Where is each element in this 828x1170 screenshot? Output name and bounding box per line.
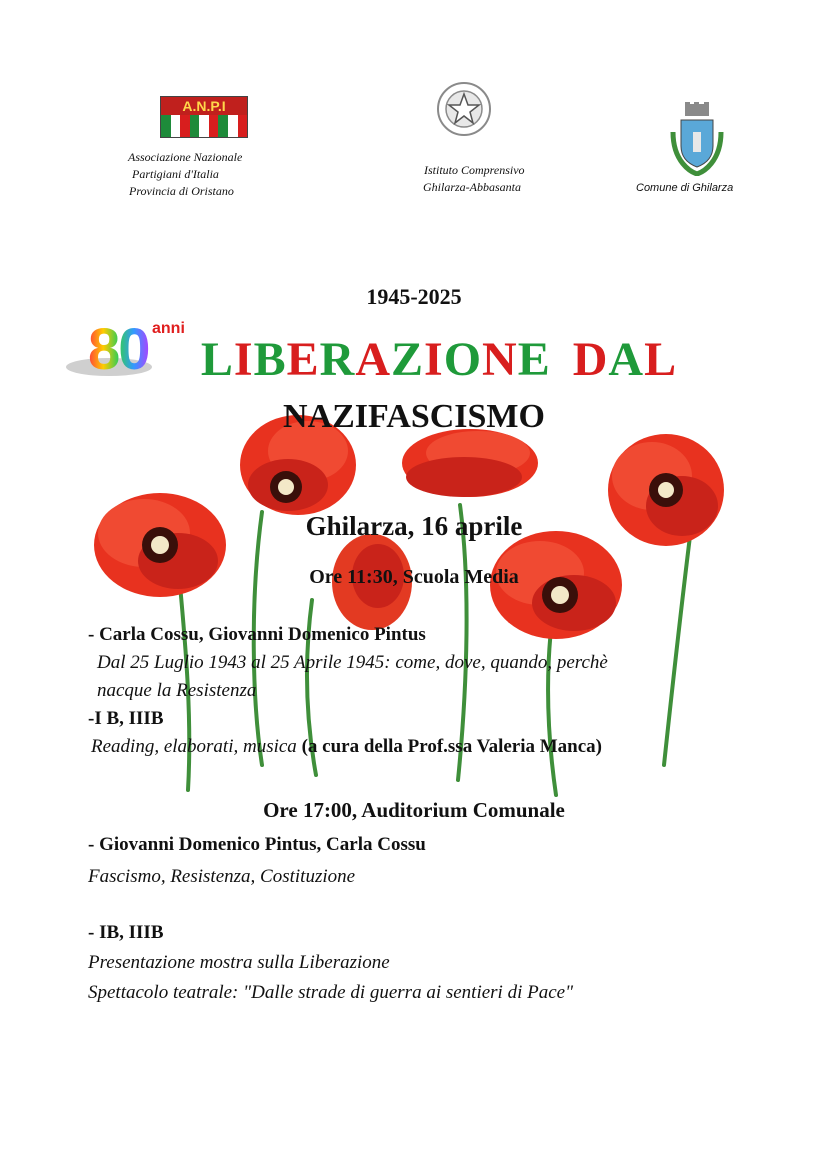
italian-republic-emblem-icon	[434, 76, 494, 142]
badge-word: anni	[152, 320, 185, 337]
title-letter: E	[517, 333, 551, 386]
school-logo-block	[420, 76, 570, 196]
comune-coat-of-arms-icon	[667, 102, 727, 176]
anpi-caption-line: Partigiani d'Italia	[132, 167, 219, 181]
morning-heading: Ore 11:30, Scuola Media	[309, 566, 519, 588]
afternoon-program	[88, 831, 788, 1007]
morning-speakers: - Carla Cossu, Giovanni Domenico Pintus	[88, 624, 426, 645]
subtitle-heading: NAZIFASCISMO	[283, 398, 545, 435]
school-caption-line: Istituto Comprensivo	[424, 163, 525, 177]
comune-logo-block	[636, 102, 766, 194]
title-letter: A	[608, 333, 645, 386]
tricolor-stripes-icon	[161, 115, 247, 137]
morning-program	[88, 621, 788, 761]
poppy-4	[402, 429, 538, 497]
comune-caption: Comune di Ghilarza	[636, 182, 734, 194]
title-letter: Z	[390, 333, 424, 386]
title-letter: B	[253, 333, 287, 386]
title-letter: L	[644, 333, 678, 386]
anpi-caption	[118, 149, 278, 200]
morning-activity-note: (a cura della Prof.ssa Valeria Manca)	[296, 736, 603, 757]
afternoon-speakers: - Giovanni Domenico Pintus, Carla Cossu	[88, 834, 426, 855]
title-letter: R	[319, 333, 356, 386]
morning-activity	[88, 733, 788, 761]
morning-talk-line-2: nacque la Resistenza	[97, 680, 257, 701]
place-date-heading: Ghilarza, 16 aprile	[305, 511, 523, 541]
title-letter: D	[572, 333, 609, 386]
title-letter: I	[424, 333, 444, 386]
afternoon-classes: - IB, IIIB	[88, 922, 164, 943]
badge-number: 80	[88, 317, 149, 382]
afternoon-item-2: Spettacolo teatrale: "Dalle strade di guerra ai sentieri di Pace"	[88, 982, 574, 1003]
title-letter: E	[286, 333, 320, 386]
afternoon-heading: Ore 17:00, Auditorium Comunale	[263, 798, 565, 822]
anpi-caption-line: Provincia di Oristano	[129, 184, 234, 198]
title-letter: L	[200, 333, 234, 386]
morning-classes: -I B, IIIB	[88, 708, 164, 729]
afternoon-item-1: Presentazione mostra sulla Liberazione	[88, 952, 390, 973]
years-heading: 1945-2025	[366, 284, 462, 309]
title-letter: O	[443, 333, 483, 386]
anpi-caption-line: Associazione Nazionale	[128, 150, 243, 164]
title-letter: A	[355, 333, 391, 386]
title-letter: N	[482, 333, 518, 386]
title-letter: I	[233, 333, 254, 386]
anpi-logo-block	[118, 96, 278, 200]
anpi-badge-text: A.N.P.I	[161, 97, 247, 115]
morning-activity-text: Reading, elaborati, musica	[91, 736, 297, 757]
morning-talk-line-1: Dal 25 Luglio 1943 al 25 Aprile 1945: come, dove, quando, perchè	[97, 652, 608, 673]
school-caption-line: Ghilarza-Abbasanta	[423, 180, 522, 194]
anpi-logo	[160, 96, 248, 138]
school-caption	[420, 162, 570, 196]
afternoon-talk: Fascismo, Resistenza, Costituzione	[88, 866, 356, 887]
main-title	[0, 332, 828, 388]
